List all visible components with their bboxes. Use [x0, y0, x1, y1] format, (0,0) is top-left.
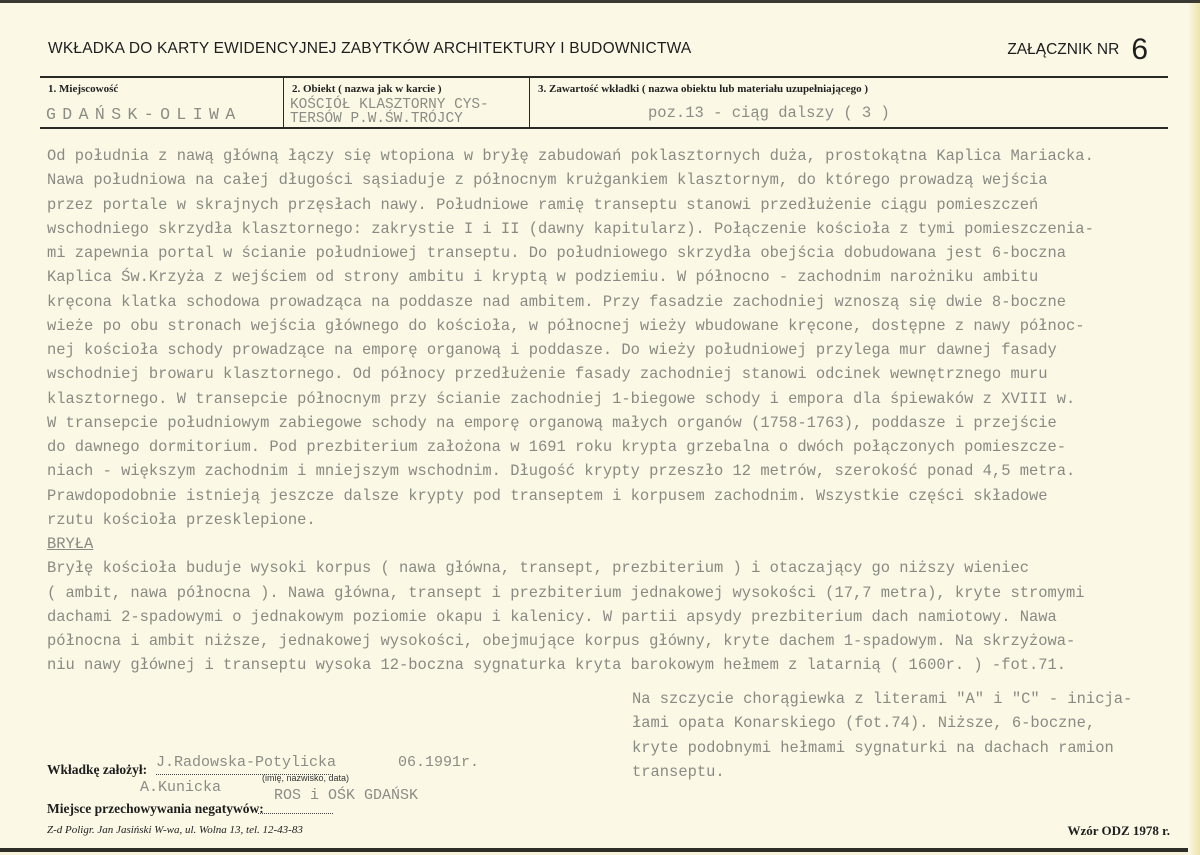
created-by-hint: (imię, nazwisko, data) [262, 773, 350, 783]
field-contents-value: poz.13 - ciąg dalszy ( 3 ) [648, 104, 890, 122]
field-contents [530, 78, 1168, 127]
text-line: W transepcie południowym zabiegowe schody na emporę organową małych organów (1758-1763), poddasze i przejście [47, 413, 1057, 432]
annex-label: ZAŁĄCZNIK NR [1007, 41, 1120, 58]
created-by-label: Wkładkę założył: [47, 762, 148, 777]
text-line: nej kościoła schody prowadzące na emporę organową i poddasze. Do wieży południowej przylega mur dawnej fasady [47, 341, 1057, 359]
paper-edge [1188, 3, 1200, 855]
field-locality-value: GDAŃSK-OLIWA [46, 105, 242, 124]
header-fields-table [40, 76, 1168, 129]
text-line: niach - większym zachodnim i mniejszym wschodnim. Długość krypty przeszło 12 metrów, szerokość ponad 4,5 metra. [47, 462, 1076, 481]
text-line: Prawdopodobnie istnieją jeszcze dalsze krypty pod transeptem i korpusem zachodnim. Wszystkie części składowe [47, 486, 1048, 505]
text-line: Bryłę kościoła buduje wysoki korpus ( nawa główna, transept, prezbiterium ) i otaczający go niższy wieniec [47, 559, 1029, 578]
section-heading-bryla: BRYŁA [47, 535, 94, 553]
text-line: Kaplica Św.Krzyża z wejściem od strony ambitu i kryptą w podziemiu. W północno - zachodnim narożniku ambitu [47, 268, 1039, 287]
form-title: WKŁADKA DO KARTY EWIDENCYJNEJ ZABYTKÓW ARCHITEKTURY I BUDOWNICTWA [48, 40, 692, 57]
annex-label-group [1007, 33, 1148, 67]
text-line: wschodniej browaru klasztornego. Od północy przedłużenie fasady zachodniej stanowi odcinek wewnętrznego muru [47, 365, 1048, 384]
text-line: kręcona klatka schodowa prowadząca na poddasze nad ambitem. Przy fasadzie zachodniej wznoszą się dwie 8-boczne [47, 292, 1067, 311]
text-line: mi zapewnia portal w ścianie południowej transeptu. Do południowego skrzydła obejścia dobudowana jest 6-boczna [47, 244, 1067, 262]
text-line: niu nawy głównej i transeptu wysoka 12-boczna sygnaturka kryta barokowym hełmem z latarnią ( 1600r. ) -fot.71. [47, 656, 1067, 675]
text-line: Na szczycie chorągiewka z literami "A" i "C" - inicja- [632, 690, 1133, 708]
field-locality [40, 78, 284, 127]
form-model: Wzór ODZ 1978 r. [1067, 823, 1170, 838]
negatives-location-label: Miejsce przechowywania negatywów: [47, 801, 264, 816]
text-line: północna i ambit niższe, jednakowej wysokości, obejmujące korpus główny, kryte dachem 1-spadowym. Na skrzyżowa- [47, 632, 1076, 650]
printer-imprint: Z-d Poligr. Jan Jasiński W-wa, ul. Wolna 13, tel. 12-43-83 [47, 824, 303, 836]
negatives-dotted-line [258, 813, 333, 814]
field-object-value [290, 98, 489, 126]
field-contents-caption: 3. Zawartość wkładki ( nazwa obiektu lub materiału uzupełniającego ) [538, 83, 869, 95]
annex-number: 6 [1131, 33, 1148, 66]
text-line: wieże po obu stronach wejścia głównego do kościoła, w północnej wieży wbudowane kręcone, dostępne z nawy północ- [47, 316, 1085, 335]
text-line: rzutu kościoła przesklepione. [47, 510, 316, 529]
field-object-value-line: TERSÓW P.W.ŚW.TRÓJCY [290, 111, 463, 127]
created-by-date: 06.1991r. [398, 754, 480, 771]
created-by-author2: A.Kunicka [140, 779, 222, 796]
text-line: ( ambit, nawa północna ). Nawa główna, transept i prezbiterium jednakowej wysokości (17,7 metra), kryte stromymi [47, 583, 1085, 602]
field-object [284, 78, 530, 127]
created-by-author1: J.Radowska-Potylicka [156, 754, 337, 771]
text-line: dachami 2-spadowymi o jednakowym poziomie okapu i kalenicy. W partii apsydy prezbiterium dach namiotowy. Nawa [47, 607, 1057, 626]
negatives-location-value: ROS i OŚK GDAŃSK [274, 787, 419, 804]
text-line: wschodniego skrzydła klasztornego: zakrystie I i II (dawny kapitularz). Połączenie kościoła z tymi pomieszczenia- [47, 219, 1094, 238]
text-line: do dawnego dormitorium. Pod prezbiterium założona w 1691 roku krypta grzebalna o dwóch połączonych pomieszcze- [47, 438, 1067, 456]
typed-description-continued [632, 687, 1132, 784]
text-line: przez portale w skrajnych przęsłach nawy. Południowe ramię transeptu stanowi przedłużenie ciągu pomieszczeń [47, 195, 1039, 214]
field-locality-caption: 1. Miejscowość [48, 83, 119, 95]
typed-description [47, 144, 1187, 678]
text-line: kryte podobnymi hełmami sygnaturki na dachach ramion [632, 738, 1114, 757]
field-object-caption: 2. Obiekt ( nazwa jak w karcie ) [292, 83, 442, 95]
text-line: Od południa z nawą główną łączy się wtopiona w bryłę zabudowań poklasztornych duża, prostokątna Kaplica Mariacka. [47, 147, 1094, 165]
text-line: transeptu. [632, 762, 725, 781]
field-object-value-line: KOŚCIÓŁ KLASZTORNY CYS- [290, 97, 489, 113]
text-line: klasztornego. W transepcie północnym przy ścianie zachodniej 1-biegowe schody i empora dla śpiewaków z XVIII w. [47, 389, 1076, 408]
text-line: Nawa południowa na całej długości sąsiaduje z północnym krużgankiem klasztornym, do którego prowadzą wejścia [47, 171, 1048, 190]
text-line: łami opata Konarskiego (fot.74). Niższe, 6-boczne, [632, 714, 1096, 733]
